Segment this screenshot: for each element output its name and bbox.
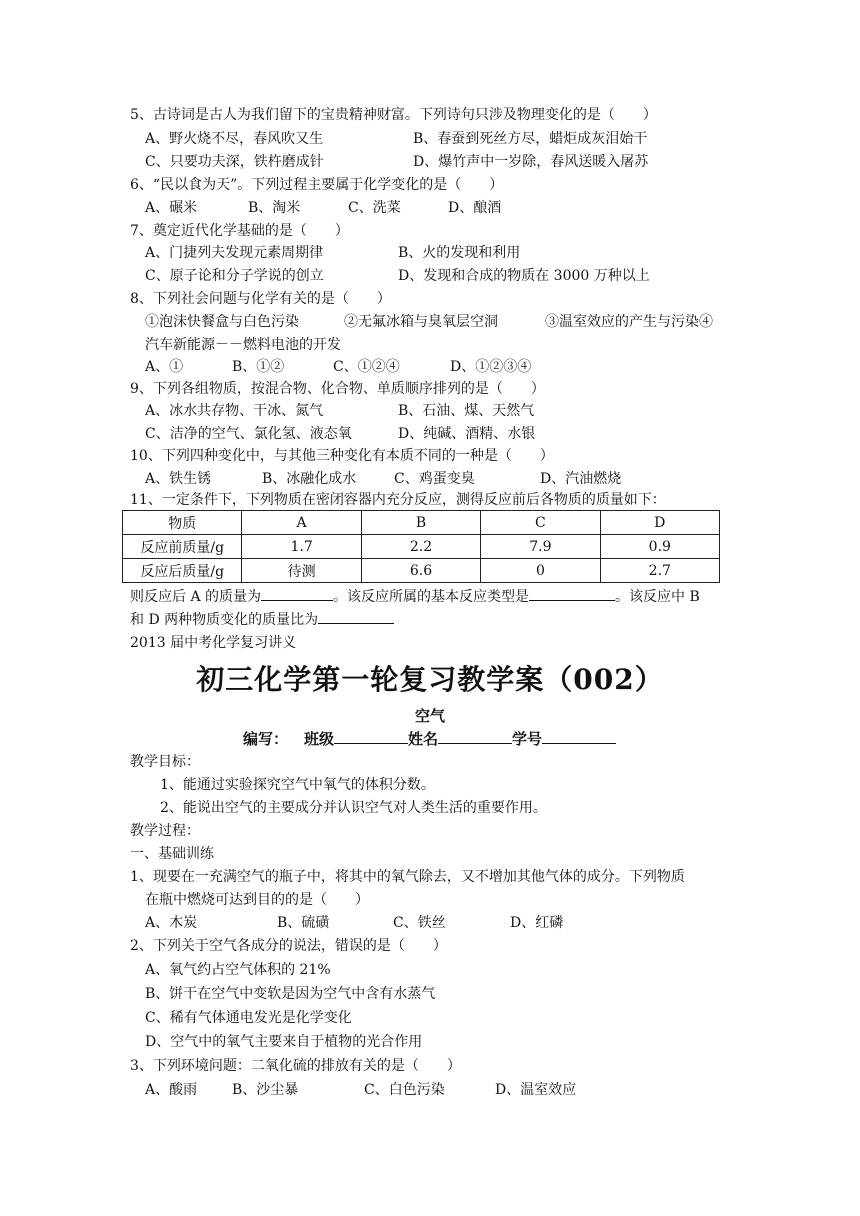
question-5-option-a: A、野火烧不尽，春风吹又生: [145, 131, 324, 147]
page-subtitle: 空气: [414, 707, 445, 725]
practice-1-stem-line-2: 在瓶中燃烧可达到目的的是（ ）: [145, 892, 369, 908]
practice-1-option-b: B、硫磺: [277, 915, 330, 931]
practice-2-option-c: C、稀有气体通电发光是化学变化: [145, 1010, 352, 1026]
answer-blank-mass-ratio[interactable]: [318, 609, 394, 624]
practice-1-option-a: A、木炭: [145, 915, 198, 931]
question-9-stem: 9、下列各组物质，按混合物、化合物、单质顺序排列的是（ ）: [130, 381, 545, 397]
mass-table-header-cell: D: [600, 511, 719, 535]
practice-2-option-b: B、饼干在空气中变软是因为空气中含有水蒸气: [145, 986, 436, 1002]
objective-item: 1、能通过实验探究空气中氧气的体积分数。: [160, 777, 435, 793]
practice-2-option-d: D、空气中的氧气主要来自于植物的光合作用: [145, 1034, 423, 1050]
process-heading: 教学过程：: [130, 823, 200, 839]
practice-3-option-d: D、温室效应: [495, 1082, 577, 1098]
practice-1-stem-line-1: 1、现要在一充满空气的瓶子中，将其中的氧气除去，又不增加其他气体的成分。下列物质: [130, 869, 685, 885]
meta-editor-label: 编写：: [243, 730, 289, 748]
question-9-option-b: B、石油、煤、天然气: [398, 403, 535, 419]
question-7-stem: 7、奠定近代化学基础的是（ ）: [130, 223, 349, 239]
table-cell: 0: [481, 559, 600, 583]
question-5-option-d: D、爆竹声中一岁除，春风送暖入屠苏: [413, 154, 649, 170]
question-9-option-c: C、洁净的空气、氯化氢、液态氧: [145, 426, 352, 442]
question-6-option-b: B、淘米: [248, 200, 301, 216]
question-8-option-d: D、①②③④: [450, 359, 532, 375]
table-cell: 待测: [242, 559, 361, 583]
practice-3-option-a: A、酸雨: [145, 1082, 198, 1098]
question-9-option-a: A、冰水共存物、干冰、氮气: [145, 403, 324, 419]
practice-2-stem: 2、下列关于空气各成分的说法，错误的是（ ）: [130, 938, 447, 954]
question-5-stem: 5、古诗词是古人为我们留下的宝贵精神财富。下列诗句只涉及物理变化的是（ ）: [130, 107, 657, 123]
mass-table-header-row: [123, 511, 720, 535]
mass-table-header-cell: 物质: [123, 511, 242, 535]
practice-3-option-b: B、沙尘暴: [232, 1082, 299, 1098]
question-6-option-d: D、酿酒: [448, 200, 502, 216]
question-11-follow-line-1: [130, 586, 700, 608]
question-10-option-c: C、鸡蛋变臭: [394, 471, 475, 487]
mass-table-header-cell: A: [242, 511, 361, 535]
table-cell: 反应前质量/g: [123, 535, 242, 559]
question-10-option-b: B、冰融化成水: [262, 471, 357, 487]
question-7-option-d: D、发现和合成的物质在 3000 万种以上: [398, 268, 650, 284]
question-8-option-c: C、①②④: [333, 359, 400, 375]
section-heading: 一、基础训练: [130, 846, 214, 862]
practice-3-stem: 3、下列环境问题：二氧化硫的排放有关的是（ ）: [130, 1058, 461, 1074]
question-6-option-a: A、碾米: [145, 200, 198, 216]
question-11-stem: 11、一定条件下，下列物质在密闭容器内充分反应，测得反应前后各物质的质量如下：: [130, 492, 666, 508]
question-8-option-a: A、①: [145, 359, 184, 375]
practice-3-option-c: C、白色污染: [364, 1082, 445, 1098]
meta-row: [243, 728, 616, 750]
meta-number-label: 学号: [512, 730, 543, 748]
mass-table-header-cell: C: [481, 511, 600, 535]
question-8-item-3: ③温室效应的产生与污染④: [545, 314, 713, 330]
page-title: 初三化学第一轮复习教学案（002）: [196, 663, 664, 696]
table-row: [123, 559, 720, 583]
table-cell: 7.9: [481, 535, 600, 559]
question-8-item-1: ①泡沫快餐盒与白色污染: [145, 314, 299, 330]
question-9-option-d: D、纯碱、酒精、水银: [398, 426, 536, 442]
answer-blank-reaction-type[interactable]: [529, 586, 615, 601]
mass-table: [122, 510, 720, 583]
question-11-follow-b: 。该反应所属的基本反应类型是: [333, 589, 530, 605]
table-cell: 2.2: [361, 535, 480, 559]
table-cell: 6.6: [361, 559, 480, 583]
name-field[interactable]: [438, 729, 512, 744]
objectives-heading: 教学目标：: [130, 754, 200, 770]
question-8-item-4: 汽车新能源－－燃料电池的开发: [145, 337, 341, 353]
question-11-follow-c: 。该反应中 B: [615, 589, 700, 605]
student-number-field[interactable]: [542, 729, 616, 744]
question-6-option-c: C、洗菜: [348, 200, 401, 216]
table-cell: 2.7: [600, 559, 719, 583]
meta-name-label: 姓名: [408, 730, 439, 748]
question-11-follow-a: 则反应后 A 的质量为: [130, 589, 262, 605]
course-note: 2013 届中考化学复习讲义: [130, 635, 297, 651]
practice-1-option-c: C、铁丝: [393, 915, 446, 931]
table-cell: 1.7: [242, 535, 361, 559]
question-10-stem: 10、下列四种变化中，与其他三种变化有本质不同的一种是（ ）: [130, 448, 554, 464]
question-7-option-c: C、原子论和分子学说的创立: [145, 268, 324, 284]
objective-item: 2、能说出空气的主要成分并认识空气对人类生活的重要作用。: [160, 800, 547, 816]
question-10-option-d: D、汽油燃烧: [540, 471, 622, 487]
question-7-option-b: B、火的发现和利用: [398, 245, 521, 261]
answer-blank-a-mass[interactable]: [261, 586, 333, 601]
question-6-stem: 6、“民以食为天”。下列过程主要属于化学变化的是（ ）: [130, 177, 504, 193]
question-11-follow-line-2: [130, 609, 394, 631]
table-cell: 反应后质量/g: [123, 559, 242, 583]
practice-1-option-d: D、红磷: [510, 915, 564, 931]
question-5-option-c: C、只要功夫深，铁杵磨成针: [145, 154, 324, 170]
mass-table-header-cell: B: [361, 511, 480, 535]
table-cell: 0.9: [600, 535, 719, 559]
table-row: [123, 535, 720, 559]
practice-2-option-a: A、氧气约占空气体积的 21%: [145, 962, 331, 978]
question-8-stem: 8、下列社会问题与化学有关的是（ ）: [130, 291, 391, 307]
question-8-item-2: ②无氟冰箱与臭氧层空洞: [344, 314, 498, 330]
question-8-option-b: B、①②: [232, 359, 285, 375]
meta-class-label: 班级: [304, 730, 335, 748]
question-10-option-a: A、铁生锈: [145, 471, 212, 487]
question-11-follow-d: 和 D 两种物质变化的质量比为: [130, 612, 319, 628]
question-5-option-b: B、春蚕到死丝方尽，蜡炬成灰泪始干: [413, 131, 648, 147]
question-7-option-a: A、门捷列夫发现元素周期律: [145, 245, 324, 261]
class-field[interactable]: [334, 729, 408, 744]
